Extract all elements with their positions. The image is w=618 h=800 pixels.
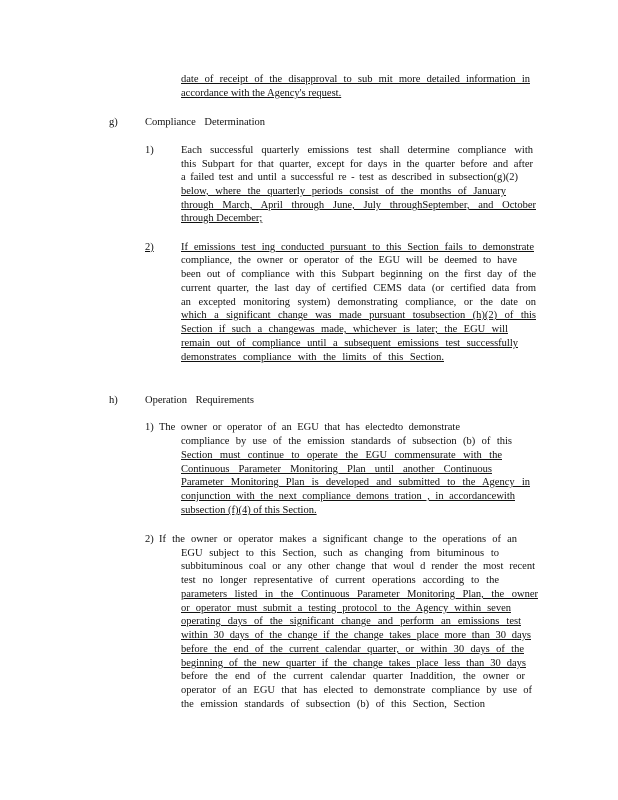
h2-line-3: subbituminous coal or any other change that woul d render the most recent — [181, 561, 535, 572]
h2-line-1: If the owner or operator makes a significant change to the operations of an — [159, 534, 517, 545]
h1-line-4: Continuous Parameter Monitoring Plan until another Continuous — [181, 464, 492, 475]
h2-line-13: the emission standards of subsection (b) of this Section, Section — [181, 699, 485, 710]
g1-line-5: through March, April through June, July throughSeptember, and October — [181, 200, 536, 211]
g1-line-2: this Subpart for that quarter, except for days in the quarter before and after — [181, 159, 533, 170]
g1-line-6: through December; — [181, 213, 263, 224]
h2-line-5: parameters listed in the Continuous Parameter Monitoring Plan, the owner — [181, 589, 538, 600]
section-h-title: Operation Requirements — [145, 395, 254, 406]
h2-line-10: beginning of the new quarter if the change takes place less than 30 days — [181, 658, 526, 669]
h1-line-7: subsection (f)(4) of this Section. — [181, 505, 317, 516]
h1-line-3: Section must continue to operate the EGU commensurate with the — [181, 450, 502, 461]
continuation-line-1: date of receipt of the disapproval to sub mit more detailed information in — [181, 74, 530, 85]
g2-line-7: Section if such a changewas made, whichever is later; the EGU will — [181, 324, 508, 335]
h2-line-7: operating days of the significant change and perform an emissions test — [181, 616, 521, 627]
h2-line-11: before the end of the current calendar quarter Inaddition, the owner or — [181, 671, 525, 682]
g2-line-9: demonstrates compliance with the limits of this Section. — [181, 352, 444, 363]
h2-label: 2) — [145, 534, 154, 545]
h1-line-2: compliance by use of the emission standards of subsection (b) of this — [181, 436, 512, 447]
h2-line-4: test no longer representative of current operations according to the — [181, 575, 499, 586]
h2-line-8: within 30 days of the change if the change takes place more than 30 days — [181, 630, 531, 641]
g2-line-3: been out of compliance with this Subpart beginning on the first day of the — [181, 269, 536, 280]
g2-line-2: compliance, the owner or operator of the EGU will be deemed to have — [181, 255, 517, 266]
h1-label: 1) — [145, 422, 154, 433]
g2-label: 2) — [145, 242, 154, 253]
g2-line-6: which a significant change was made pursuant tosubsection (h)(2) of this — [181, 310, 536, 321]
continuation-line-2: accordance with the Agency's request. — [181, 88, 342, 99]
g2-line-4: current quarter, the last day of certified CEMS data (or certified data from — [181, 283, 536, 294]
h1-line-5: Parameter Monitoring Plan is developed and submitted to the Agency in — [181, 477, 530, 488]
h2-line-12: operator of an EGU that has elected to demonstrate compliance by use of — [181, 685, 532, 696]
section-g-label: g) — [109, 117, 118, 128]
section-g-title: Compliance Determination — [145, 117, 266, 128]
g1-line-4: below, where the quarterly periods consist of the months of January — [181, 186, 506, 197]
g2-line-5: an excepted monitoring system) demonstrating compliance, or the date on — [181, 297, 536, 308]
g1-line-1: Each successful quarterly emissions test shall determine compliance with — [181, 145, 533, 156]
section-h-label: h) — [109, 395, 118, 406]
h2-line-6: or operator must submit a testing protocol to the Agency within seven — [181, 603, 511, 614]
h1-line-6: conjunction with the next compliance demons tration , in accordancewith — [181, 491, 515, 502]
h2-line-2: EGU subject to this Section, such as changing from bituminous to — [181, 548, 499, 559]
g2-line-8: remain out of compliance until a subsequent emissions test successfully — [181, 338, 518, 349]
h1-line-1: The owner or operator of an EGU that has electedto demonstrate — [159, 422, 460, 433]
g2-line-1: If emissions test ing conducted pursuant to this Section fails to demonstrate — [181, 242, 534, 253]
g1-label: 1) — [145, 145, 154, 156]
g1-line-3: a failed test and until a successful re - test as described in subsection(g)(2) — [181, 172, 518, 183]
h2-line-9: before the end of the current calendar quarter, or within 30 days of the — [181, 644, 524, 655]
